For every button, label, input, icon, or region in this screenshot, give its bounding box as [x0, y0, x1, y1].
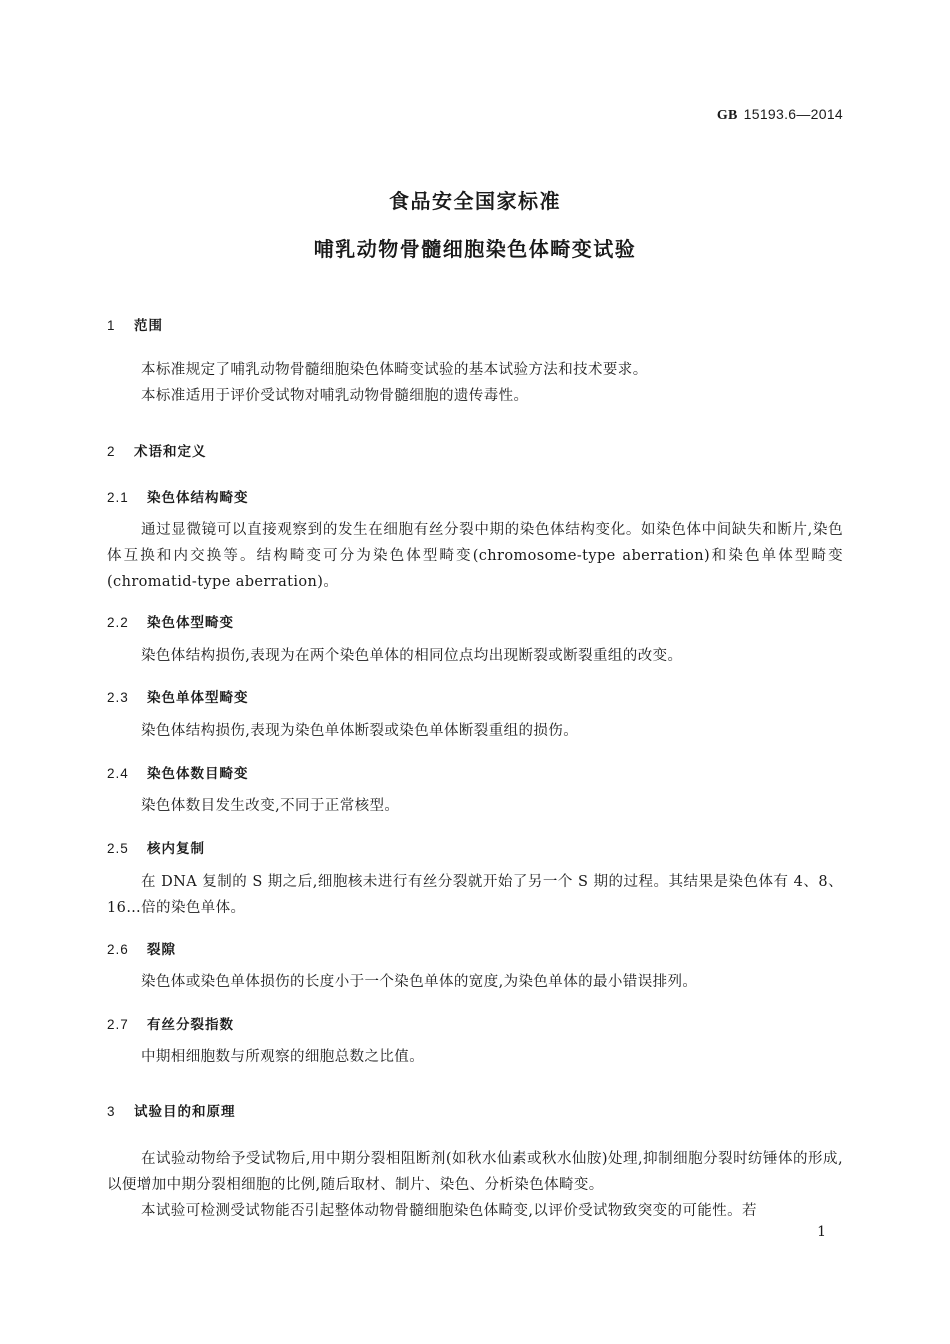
subsection-2-3-body: [107, 718, 843, 744]
subsection-heading-2-6: 2.6 裂隙: [107, 942, 176, 958]
section-3-body: [107, 1146, 843, 1224]
paragraph: 本标准适用于评价受试物对哺乳动物骨髓细胞的遗传毒性。: [141, 388, 529, 404]
paragraph: 在试验动物给予受试物后,用中期分裂相阻断剂(如秋水仙素或秋水仙胺)处理,抑制细胞分裂时纺锤体的形成,以便增加中期分裂相细胞的比例,随后取材、制片、染色、分析染色体畸变。: [107, 1151, 843, 1193]
standard-code: 15193.6—2014: [743, 106, 843, 122]
subsection-heading-2-5: 2.5 核内复制: [107, 841, 205, 857]
paragraph: 通过显微镜可以直接观察到的发生在细胞有丝分裂中期的染色体结构变化。如染色体中间缺失和断片,染色体互换和内交换等。结构畸变可分为染色体型畸变(chromosome-type aberration)和染色单体型畸变(chromatid-type aberration)。: [107, 522, 843, 590]
subsection-2-4-body: [107, 793, 843, 819]
subsection-2-6-body: [107, 969, 843, 995]
subsection-heading-2-3: 2.3 染色单体型畸变: [107, 690, 249, 706]
subsection-2-2-body: [107, 643, 843, 669]
subsection-heading-2-2: 2.2 染色体型畸变: [107, 615, 234, 631]
document-title-line1: 食品安全国家标准: [389, 189, 561, 213]
standard-number: [717, 106, 843, 124]
paragraph: 本标准规定了哺乳动物骨髓细胞染色体畸变试验的基本试验方法和技术要求。: [141, 362, 648, 378]
paragraph: 中期相细胞数与所观察的细胞总数之比值。: [141, 1049, 425, 1065]
paragraph: 染色体或染色单体损伤的长度小于一个染色单体的宽度,为染色单体的最小错误排列。: [141, 974, 698, 990]
section-heading-3: 3 试验目的和原理: [107, 1104, 236, 1120]
section-1-body: [107, 357, 843, 409]
paragraph: 染色体结构损伤,表现为在两个染色单体的相同位点均出现断裂或断裂重组的改变。: [141, 648, 683, 664]
subsection-heading-2-1: 2.1 染色体结构畸变: [107, 490, 249, 506]
paragraph: 染色体结构损伤,表现为染色单体断裂或染色单体断裂重组的损伤。: [141, 723, 579, 739]
standard-prefix: GB: [716, 108, 738, 123]
subsection-heading-2-4: 2.4 染色体数目畸变: [107, 766, 249, 782]
paragraph: 本试验可检测受试物能否引起整体动物骨髓细胞染色体畸变,以评价受试物致突变的可能性。若: [141, 1203, 757, 1219]
document-title-line2: 哺乳动物骨髓细胞染色体畸变试验: [313, 237, 637, 261]
subsection-2-5-body: [107, 869, 843, 921]
subsection-2-1-body: [107, 517, 843, 595]
subsection-heading-2-7: 2.7 有丝分裂指数: [107, 1017, 234, 1033]
page-number: 1: [817, 1224, 826, 1240]
section-heading-2: 2 术语和定义: [107, 444, 207, 460]
paragraph: 染色体数目发生改变,不同于正常核型。: [141, 798, 400, 814]
section-heading-1: 1 范围: [107, 318, 163, 334]
subsection-2-7-body: [107, 1044, 843, 1070]
paragraph: 在 DNA 复制的 S 期之后,细胞核未进行有丝分裂就开始了另一个 S 期的过程。其结果是染色体有 4、8、16…倍的染色单体。: [107, 874, 843, 916]
